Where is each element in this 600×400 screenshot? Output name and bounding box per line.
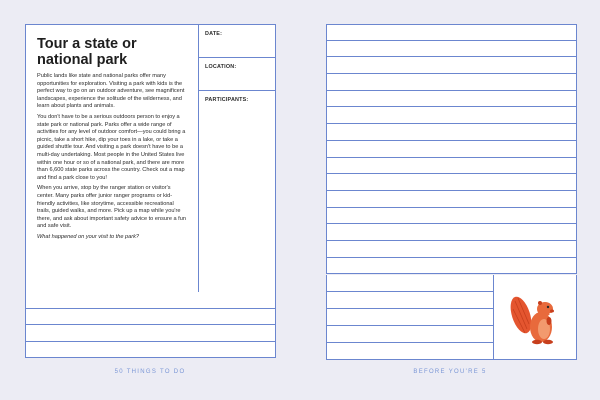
participants-label: PARTICIPANTS: [205, 97, 249, 103]
writing-line[interactable] [326, 41, 577, 58]
writing-line[interactable] [327, 309, 493, 326]
writing-line[interactable] [326, 141, 577, 158]
paragraph-intro: Public lands like state and national parks offer many opportunities for exploration. Visiting a park with kids is the perfect way to go on an outdoor adventure, see magnificent landscapes, experience the solitude of the wilderness, and learn about plants and animals. [37, 73, 185, 110]
writing-line[interactable] [326, 174, 577, 191]
location-field[interactable] [199, 58, 275, 91]
paragraph-activities: You don't have to be a serious outdoors person to enjoy a state park or national park. Parks offer a wide range of activities for any level of outdoor comfort—you could bring a picnic, take a short hike, dip your toes in a lake, or take a guided shuttle tour. And visiting a park doesn't have to be a multi-day undertaking. Most people in the United States live within one hour or so of a national park, and there are more than 6,600 state parks across the country. Check out a map and find a park close to you! [37, 113, 186, 181]
writing-line[interactable] [327, 326, 493, 343]
participants-field[interactable] [199, 91, 275, 290]
info-fields [199, 25, 275, 292]
footer-left: 50 THINGS TO DO [114, 369, 186, 375]
article [26, 25, 199, 292]
writing-line[interactable] [326, 57, 577, 74]
writing-line[interactable] [326, 107, 577, 124]
writing-line[interactable] [326, 124, 577, 141]
writing-line[interactable] [25, 325, 276, 342]
illustration-cell [493, 275, 576, 359]
writing-line[interactable] [25, 309, 276, 326]
date-label: DATE: [205, 31, 223, 37]
writing-line[interactable] [326, 241, 577, 258]
footer-right: BEFORE YOU'RE 5 [413, 369, 487, 375]
writing-line[interactable] [326, 74, 577, 91]
beaver-icon [508, 289, 564, 349]
short-lines [327, 275, 493, 359]
writing-line[interactable] [327, 292, 493, 309]
bottom-section [326, 275, 577, 360]
writing-line[interactable] [327, 343, 493, 360]
location-label: LOCATION: [205, 64, 237, 70]
writing-lines-left [25, 292, 276, 358]
writing-line[interactable] [326, 24, 577, 41]
writing-line[interactable] [326, 158, 577, 175]
activity-box [25, 24, 276, 293]
paragraph-arrival: When you arrive, stop by the ranger station or visitor's center. Many parks offer junior ranger programs or kid-friendly activities, like storytime, accessible recreational trails, guided walks, and more. Pick up a map while you're there, and ask about important safety advice to ensure a fun and safe visit. [37, 185, 186, 230]
writing-line[interactable] [327, 275, 493, 292]
writing-line[interactable] [326, 208, 577, 225]
writing-line[interactable] [326, 91, 577, 108]
journal-prompt: What happened on your visit to the park? [37, 233, 139, 240]
writing-line[interactable] [326, 258, 577, 275]
writing-line[interactable] [25, 292, 276, 309]
writing-line[interactable] [326, 191, 577, 208]
writing-line[interactable] [326, 224, 577, 241]
writing-line[interactable] [25, 342, 276, 359]
date-field[interactable] [199, 25, 275, 58]
page-title: Tour a state or national park [37, 36, 137, 68]
right-page [300, 0, 600, 400]
writing-lines-right [326, 24, 577, 274]
